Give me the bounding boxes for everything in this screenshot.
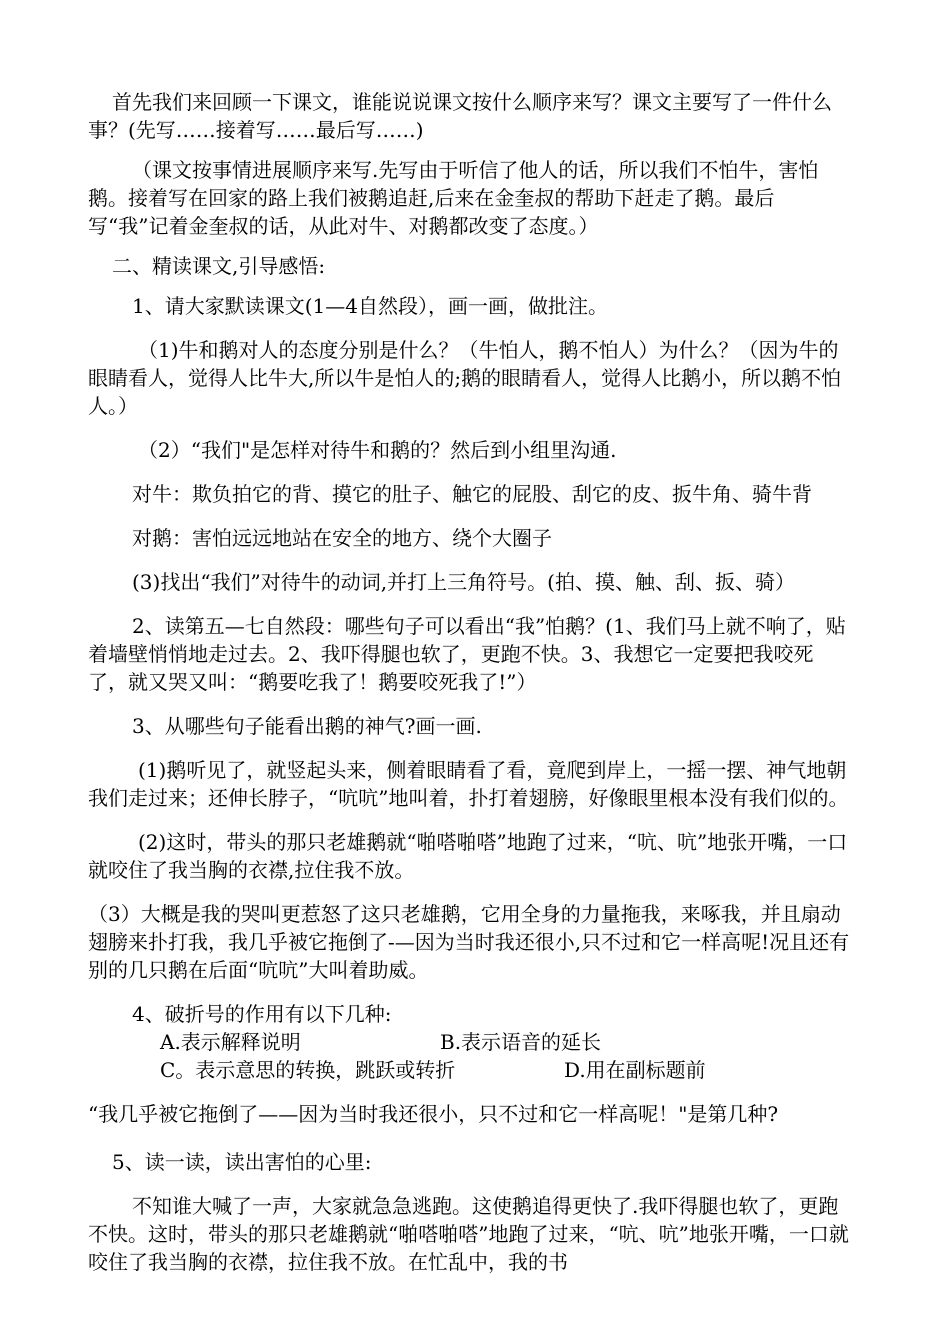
question-4-prompt: “我几乎被它拖倒了——因为当时我还很小，只不过和它一样高呢！"是第几种?	[88, 1102, 779, 1126]
question-3-part-3: （3）大概是我的哭叫更惹怒了这只老雄鹅，它用全身的力量拖我，来啄我，并且扇动翅膀来扑打我，我几乎被它拖倒了-—因为当时我还很小,只不过和它一样高呢!况且还有别的几只鹅在后面“吭吭”大叫着助威。	[88, 902, 850, 982]
question-5-text: 不知谁大喊了一声，大家就急急逃跑。这使鹅追得更快了.我吓得腿也软了，更跑不快。这时，带头的那只老雄鹅就“啪嗒啪嗒”地跑了过来，“吭、吭”地张开嘴，一口就咬住了我当胸的衣襟，拉住我不放。在忙乱中，我的书	[88, 1194, 849, 1274]
question-2: 2、读第五—七自然段：哪些句子可以看出“我”怕鹅？(1、我们马上就不响了，贴着墙壁悄悄地走过去。2、我吓得腿也软了，更跑不快。3、我想它一定要把我咬死了，就又哭又叫：“鹅要吃我了！鹅要咬死我了!”）	[88, 614, 846, 694]
question-1-part-1: （1)牛和鹅对人的态度分别是什么？（牛怕人，鹅不怕人）为什么？（因为牛的眼睛看人，觉得人比牛大,所以牛是怕人的;鹅的眼睛看人，觉得人比鹅小，所以鹅不怕人。）	[88, 338, 842, 418]
question-5: 5、读一读，读出害怕的心里:	[112, 1150, 372, 1174]
question-1-part-3: (3)找出“我们”对待牛的动词,并打上三角符号。(拍、摸、触、刮、扳、骑）	[132, 570, 795, 594]
option-c: C。表示意思的转换，跳跃或转折	[160, 1058, 456, 1082]
question-3: 3、从哪些句子能看出鹅的神气?画一画.	[132, 714, 482, 738]
section-heading: 二、精读课文,引导感悟:	[112, 254, 326, 278]
options-row-2	[88, 1056, 853, 1084]
option-d: D.用在副标题前	[564, 1058, 706, 1082]
review-answer: （课文按事情进展顺序来写.先写由于听信了他人的话，所以我们不怕牛，害怕鹅。接着写在回家的路上我们被鹅追赶,后来在金奎叔的帮助下赶走了鹅。最后写“我”记着金奎叔的话，从此对牛、对鹅都改变了态度。）	[88, 158, 819, 238]
question-1-part-2: （2）“我们"是怎样对待牛和鹅的？然后到小组里沟通.	[138, 438, 617, 462]
option-a: A.表示解释说明	[160, 1030, 301, 1054]
question-4: 4、破折号的作用有以下几种:	[132, 1002, 392, 1026]
question-3-part-1: (1)鹅听见了，就竖起头来，侧着眼睛看了看，竟爬到岸上，一摇一摆、神气地朝我们走过来；还伸长脖子，“吭吭”地叫着，扑打着翅膀，好像眼里根本没有我们似的。	[88, 758, 849, 810]
option-b: B.表示语音的延长	[440, 1030, 602, 1054]
answer-cattle: 对牛：欺负拍它的背、摸它的肚子、触它的屁股、刮它的皮、扳牛角、骑牛背	[132, 482, 812, 506]
document-page	[88, 88, 853, 1276]
answer-goose: 对鹅：害怕远远地站在安全的地方、绕个大圈子	[132, 526, 552, 550]
options-row-1	[88, 1028, 853, 1056]
question-3-part-2: (2)这时，带头的那只老雄鹅就“啪嗒啪嗒”地跑了过来，“吭、吭”地张开嘴，一口就咬住了我当胸的衣襟,拉住我不放。	[88, 830, 848, 882]
question-1: 1、请大家默读课文(1—4自然段），画一画，做批注。	[132, 294, 608, 318]
review-question: 首先我们来回顾一下课文，谁能说说课文按什么顺序来写？课文主要写了一件什么事？(先写……接着写……最后写……)	[88, 90, 832, 142]
